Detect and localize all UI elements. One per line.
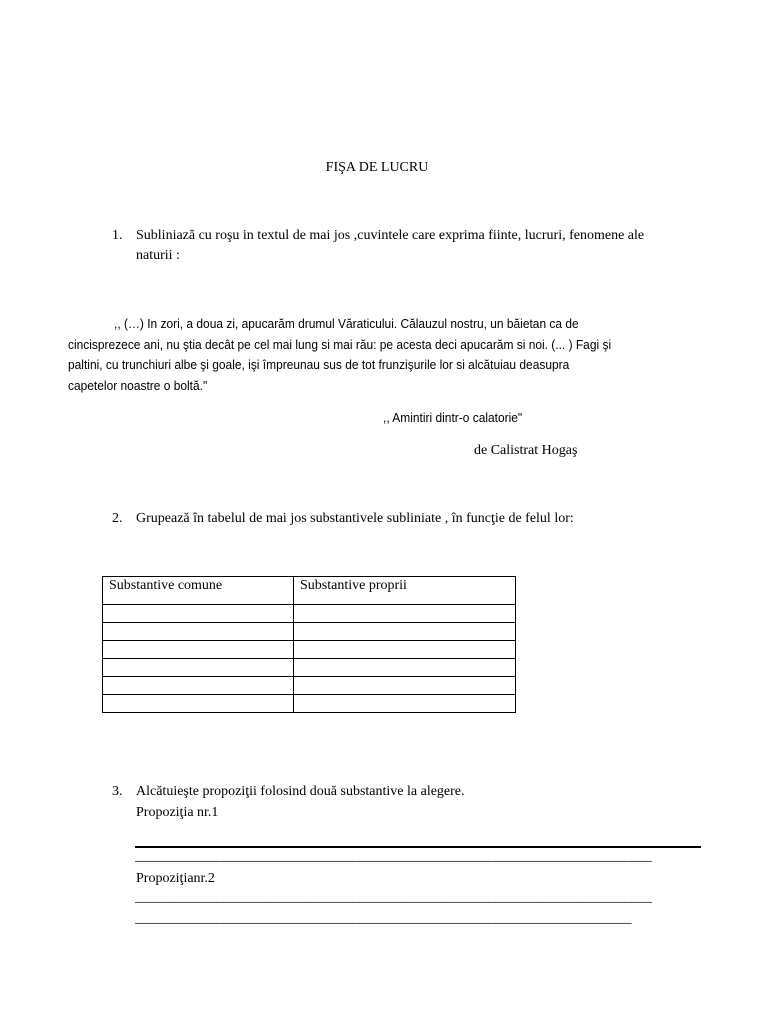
table-cell[interactable] [103, 641, 294, 659]
task3-text: Alcătuieşte propoziţii folosind două substantive la alegere. [136, 784, 465, 799]
task1-text-line1: Subliniază cu roşu in textul de mai jos ,cuvintele care exprima fiinte, lucruri, fenomene ale [136, 228, 645, 243]
table-row [103, 695, 516, 713]
header-substantive-comune: Substantive comune [103, 577, 294, 605]
quote-author: de Calistrat Hogaş [474, 443, 578, 458]
proposition2-label: Propoziţianr.2 [136, 871, 215, 886]
header-substantive-proprii: Substantive proprii [294, 577, 516, 605]
task2-text: Grupează în tabelul de mai jos substantivele subliniate , în funcţie de felul lor: [136, 511, 574, 526]
table-cell[interactable] [103, 695, 294, 713]
proposition2-blank-line2[interactable]: _________________________________________________________________________ [135, 912, 632, 926]
table-cell[interactable] [103, 623, 294, 641]
proposition1-blank[interactable]: ____________________________________________________________________________ [135, 850, 652, 864]
task3-number: 3. [112, 784, 123, 799]
table-cell[interactable] [103, 659, 294, 677]
proposition1-answer-line[interactable] [135, 846, 701, 848]
table-cell[interactable] [294, 623, 516, 641]
task1-text-line2: naturii : [136, 248, 180, 263]
table-row [103, 677, 516, 695]
table-header-row [103, 577, 516, 605]
table-row [103, 623, 516, 641]
table-row [103, 605, 516, 623]
quote-line2: cincisprezece ani, nu ştia decât pe cel mai lung si mai rău: pe acesta deci apucarăm si noi. (... ) Fagi şi [68, 337, 612, 352]
quote-line3: paltini, cu trunchiuri albe şi goale, işi împreunau sus de tot frunzişurile lor si alcătuiau deasupra [68, 357, 570, 372]
table-cell[interactable] [294, 659, 516, 677]
task1-number: 1. [112, 228, 123, 243]
table-cell[interactable] [294, 695, 516, 713]
table-cell[interactable] [294, 677, 516, 695]
table-row [103, 659, 516, 677]
page-title: FIŞA DE LUCRU [325, 160, 429, 175]
table-cell[interactable] [294, 641, 516, 659]
table-cell[interactable] [294, 605, 516, 623]
quote-source: ,, Amintiri dintr-o calatorie" [383, 410, 523, 425]
table-row [103, 641, 516, 659]
table-cell[interactable] [103, 677, 294, 695]
table-cell[interactable] [103, 605, 294, 623]
proposition2-blank-line1[interactable]: ____________________________________________________________________________ [135, 891, 652, 905]
quote-line1: ,, (…) In zori, a doua zi, apucarăm drumul Văraticului. Călauzul nostru, un băietan ca de [114, 316, 579, 331]
substantive-table [102, 576, 516, 713]
quote-line4: capetelor noastre o boltă." [68, 378, 208, 393]
task2-number: 2. [112, 511, 123, 526]
proposition1-label: Propoziţia nr.1 [136, 805, 219, 820]
